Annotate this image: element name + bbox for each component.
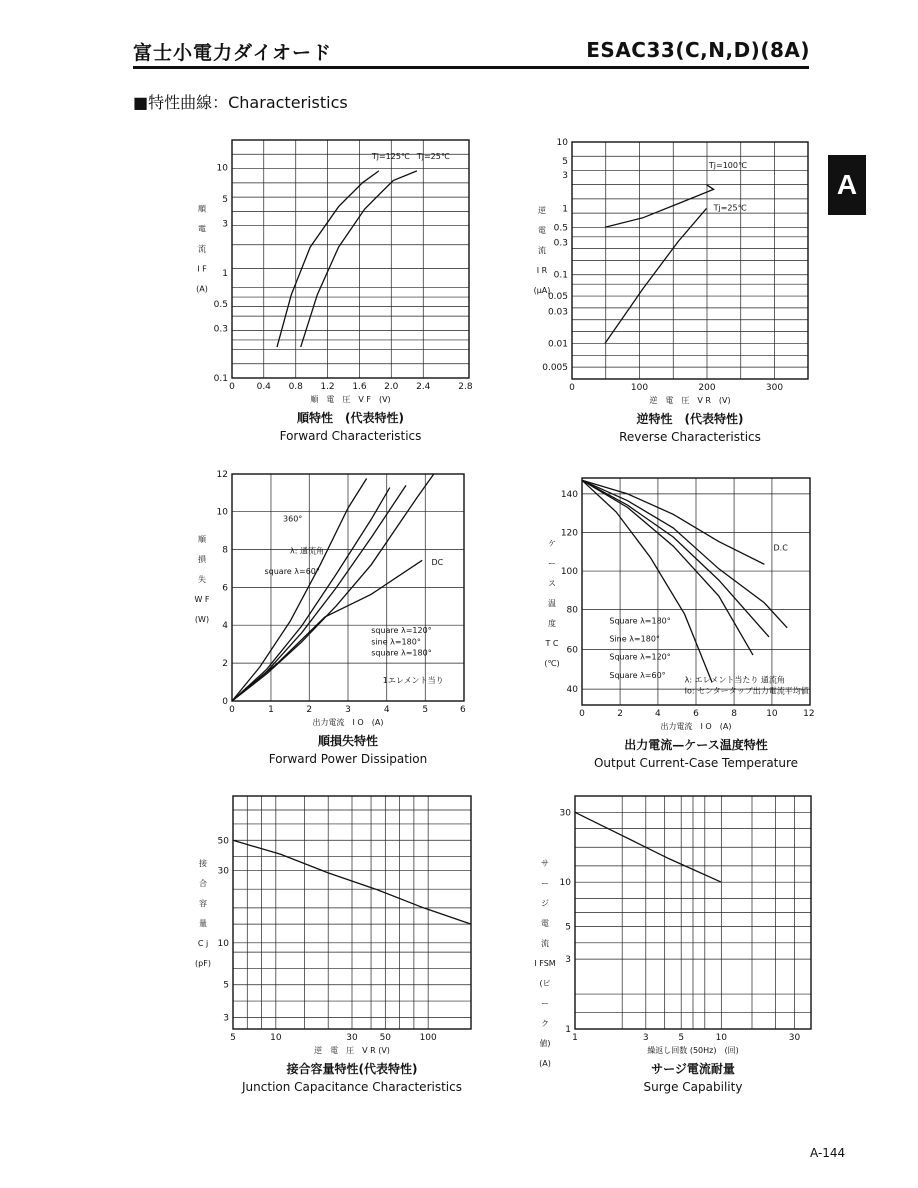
series-line: [232, 488, 390, 701]
x-tick-label: 1: [572, 1033, 578, 1043]
chart-forward: [232, 140, 469, 378]
y-axis-label: 度: [548, 619, 556, 629]
chart-caption-jp: サージ電流耐量: [651, 1062, 735, 1076]
y-axis-label: ー: [541, 998, 549, 1008]
chart-capacitance: [233, 796, 471, 1029]
chart-caption-en: Forward Characteristics: [279, 429, 422, 443]
x-tick-label: 10: [715, 1033, 728, 1043]
y-axis-label: サ: [541, 858, 549, 868]
y-axis-label: I FSM: [534, 958, 556, 968]
header-right-title: ESAC33(C,N,D)(8A): [586, 38, 810, 62]
y-tick-label: 80: [566, 605, 578, 616]
x-tick-label: 2: [306, 705, 313, 715]
plot-frame: [232, 140, 469, 378]
curve-label: 360°: [283, 514, 303, 524]
y-tick-label: 6: [222, 583, 228, 594]
chart-power: [232, 474, 464, 701]
y-axis-label: 流: [541, 938, 549, 948]
y-axis-label: ー: [548, 559, 556, 569]
chart-caption-en: Surge Capability: [643, 1080, 743, 1094]
curve-label: square λ=180°: [371, 648, 432, 658]
x-tick-label: 0: [229, 705, 235, 715]
y-axis-label: 電: [198, 224, 206, 234]
y-tick-label: 50: [217, 836, 229, 847]
y-tick-label: 0.005: [542, 363, 568, 374]
y-axis-label: 電: [541, 918, 549, 928]
series-line: [582, 480, 753, 655]
chart-caption-en: Reverse Characteristics: [619, 430, 761, 444]
y-axis-label: 逆: [538, 206, 546, 216]
y-tick-label: 120: [560, 528, 578, 539]
x-tick-label: 6: [459, 705, 466, 715]
y-tick-label: 3: [562, 171, 568, 182]
y-tick-label: 0.5: [213, 300, 228, 311]
x-tick-label: 2: [617, 709, 623, 719]
side-tab: A: [828, 155, 866, 215]
x-axis-label: 繰返し回数 (50Hz) (回): [647, 1046, 739, 1055]
y-tick-label: 60: [566, 645, 578, 656]
y-axis-label: 電: [538, 226, 546, 236]
y-tick-label: 0.1: [553, 270, 568, 281]
x-tick-label: 100: [630, 383, 649, 393]
x-tick-label: 4: [655, 709, 661, 719]
y-tick-label: 0.05: [547, 292, 568, 303]
x-tick-label: 300: [765, 383, 784, 393]
y-tick-label: 0.01: [547, 339, 568, 350]
x-tick-label: 100: [419, 1033, 437, 1043]
chart-caption-jp: 逆特性 (代表特性): [636, 412, 744, 426]
y-tick-label: 3: [223, 1013, 229, 1024]
chart-caption-en: Output Current-Case Temperature: [593, 756, 799, 770]
chart-caption-en: Junction Capacitance Characteristics: [242, 1080, 462, 1094]
series-line: [605, 185, 714, 228]
curve-label: λ: 通流角: [290, 546, 324, 556]
curve-label: Sine λ=180°: [609, 634, 660, 644]
x-axis-label: 出力電流 I O (A): [312, 718, 384, 727]
y-tick-label: 1: [565, 1025, 571, 1035]
x-tick-label: 4: [383, 705, 390, 715]
y-tick-label: 1: [562, 204, 568, 215]
y-axis-label: 順: [198, 204, 206, 214]
series-line: [582, 480, 787, 628]
x-tick-label: 30: [346, 1033, 358, 1043]
chart-caption-jp: 順特性 (代表特性): [297, 411, 404, 425]
y-axis-label: ク: [541, 1018, 549, 1028]
y-tick-label: 8: [222, 545, 228, 556]
x-axis-label: 逆 電 圧 V R (V): [649, 396, 731, 405]
y-axis-label: (W): [194, 615, 210, 625]
x-tick-label: 5: [230, 1033, 236, 1043]
x-tick-label: 3: [345, 705, 351, 715]
x-axis-label: 出力電流 I O (A): [660, 722, 732, 731]
x-tick-label: 1.6: [352, 382, 367, 392]
curve-label: 1エレメント当り: [382, 675, 444, 685]
y-axis-label: (℃): [544, 659, 560, 669]
x-tick-label: 6: [693, 709, 699, 719]
y-tick-label: 100: [560, 567, 578, 578]
section-title: ■特性曲線：Characteristics: [133, 93, 348, 112]
x-tick-label: 12: [803, 709, 815, 719]
y-tick-label: 5: [222, 195, 228, 206]
y-tick-label: 0: [222, 697, 228, 707]
series-line: [605, 208, 707, 343]
y-tick-label: 12: [216, 470, 228, 480]
x-axis-label: 順 電 圧 V F (V): [310, 395, 391, 404]
x-tick-label: 10: [766, 709, 778, 719]
y-tick-label: 10: [559, 878, 571, 889]
curve-label: square λ=120°: [371, 625, 432, 635]
x-tick-label: 8: [731, 709, 737, 719]
x-tick-label: 50: [379, 1033, 392, 1043]
curve-label: Io: センタータップ出力電流平均値: [684, 686, 809, 696]
x-tick-label: 0.4: [256, 382, 271, 392]
y-axis-label: ケ: [548, 539, 556, 549]
y-axis-label: ジ: [541, 898, 549, 908]
y-tick-label: 0.3: [213, 324, 228, 335]
x-tick-label: 0.8: [288, 382, 303, 392]
chart-surge: [575, 796, 811, 1029]
y-axis-label: (pF): [195, 958, 211, 968]
series-line: [582, 480, 769, 637]
curve-label: square λ=60°: [264, 566, 320, 576]
curve-label: D.C: [773, 543, 788, 553]
y-axis-label: W F: [194, 595, 210, 605]
y-axis-label: 量: [199, 918, 207, 928]
y-axis-label: 順: [198, 535, 206, 545]
y-axis-label: (μA): [533, 286, 551, 296]
curve-label: Tj=25℃: [713, 203, 747, 213]
curve-label: λ: エレメント当たり 通流角: [684, 675, 785, 685]
y-axis-label: 合: [199, 878, 207, 888]
curve-label: Tj=125℃: [371, 152, 410, 162]
chart-caption-jp: 出力電流—ケース温度特性: [624, 738, 768, 752]
x-tick-label: 10: [270, 1033, 282, 1043]
chart-reverse: [572, 142, 808, 379]
curve-label: Tj=100℃: [708, 161, 747, 171]
x-tick-label: 0: [579, 709, 585, 719]
y-axis-label: (ピ: [539, 978, 551, 988]
x-axis-label: 逆 電 圧 V R (V): [314, 1046, 390, 1055]
y-tick-label: 3: [565, 955, 571, 966]
x-tick-label: 5: [422, 705, 429, 715]
y-axis-label: I F: [197, 264, 207, 274]
y-axis-label: ー: [541, 878, 549, 888]
curve-label: Square λ=180°: [609, 616, 671, 626]
header-left-title: 富士小電力ダイオード: [133, 42, 333, 64]
x-tick-label: 200: [698, 383, 716, 393]
y-tick-label: 5: [223, 980, 229, 991]
y-tick-label: 5: [562, 156, 568, 167]
curve-label: Square λ=60°: [609, 670, 666, 680]
y-tick-label: 0.1: [213, 374, 228, 384]
x-tick-label: 30: [788, 1033, 801, 1043]
curve-label: sine λ=180°: [371, 637, 421, 647]
y-axis-label: 値): [539, 1038, 551, 1048]
y-axis-label: I R: [536, 266, 548, 276]
y-tick-label: 30: [217, 866, 229, 877]
y-tick-label: 2: [222, 659, 228, 670]
y-tick-label: 0.3: [553, 238, 568, 249]
y-axis-label: 損: [198, 555, 206, 565]
y-axis-label: 接: [199, 858, 207, 868]
y-tick-label: 10: [216, 507, 228, 518]
y-tick-label: 10: [556, 138, 568, 148]
y-axis-label: (A): [196, 284, 208, 294]
y-tick-label: 0.5: [553, 223, 568, 234]
y-tick-label: 30: [559, 808, 571, 819]
chart-caption-jp: 接合容量特性(代表特性): [286, 1062, 418, 1076]
x-tick-label: 2.8: [458, 382, 473, 392]
x-tick-label: 2.4: [416, 382, 431, 392]
y-axis-label: 失: [198, 575, 206, 585]
y-tick-label: 3: [222, 219, 228, 230]
y-tick-label: 1: [222, 268, 228, 279]
y-axis-label: ス: [548, 579, 556, 589]
x-tick-label: 0: [569, 383, 575, 393]
x-tick-label: 0: [229, 382, 235, 392]
y-axis-label: 流: [198, 244, 206, 254]
x-tick-label: 3: [642, 1033, 649, 1043]
y-tick-label: 10: [217, 938, 229, 949]
x-tick-label: 5: [678, 1033, 685, 1043]
x-tick-label: 2.0: [384, 382, 399, 392]
chart-caption-jp: 順損失特性: [317, 734, 379, 748]
y-tick-label: 4: [222, 621, 228, 632]
y-tick-label: 0.03: [547, 307, 568, 318]
y-axis-label: (A): [539, 1058, 551, 1068]
y-axis-label: 容: [199, 898, 207, 908]
y-axis-label: 流: [538, 246, 546, 256]
y-tick-label: 10: [216, 163, 228, 174]
curve-label: Square λ=120°: [609, 652, 671, 662]
y-tick-label: 140: [560, 489, 578, 500]
y-tick-label: 5: [565, 922, 571, 933]
page-number: A-144: [810, 1146, 846, 1160]
x-tick-label: 1: [268, 705, 274, 715]
y-axis-label: C j: [197, 938, 209, 948]
chart-caption-en: Forward Power Dissipation: [268, 752, 428, 766]
y-tick-label: 40: [566, 685, 578, 696]
y-axis-label: T C: [545, 639, 559, 649]
curve-label: Tj=25℃: [416, 152, 450, 162]
x-tick-label: 1.2: [320, 382, 335, 392]
y-axis-label: 温: [548, 599, 556, 609]
curve-label: DC: [431, 557, 444, 567]
